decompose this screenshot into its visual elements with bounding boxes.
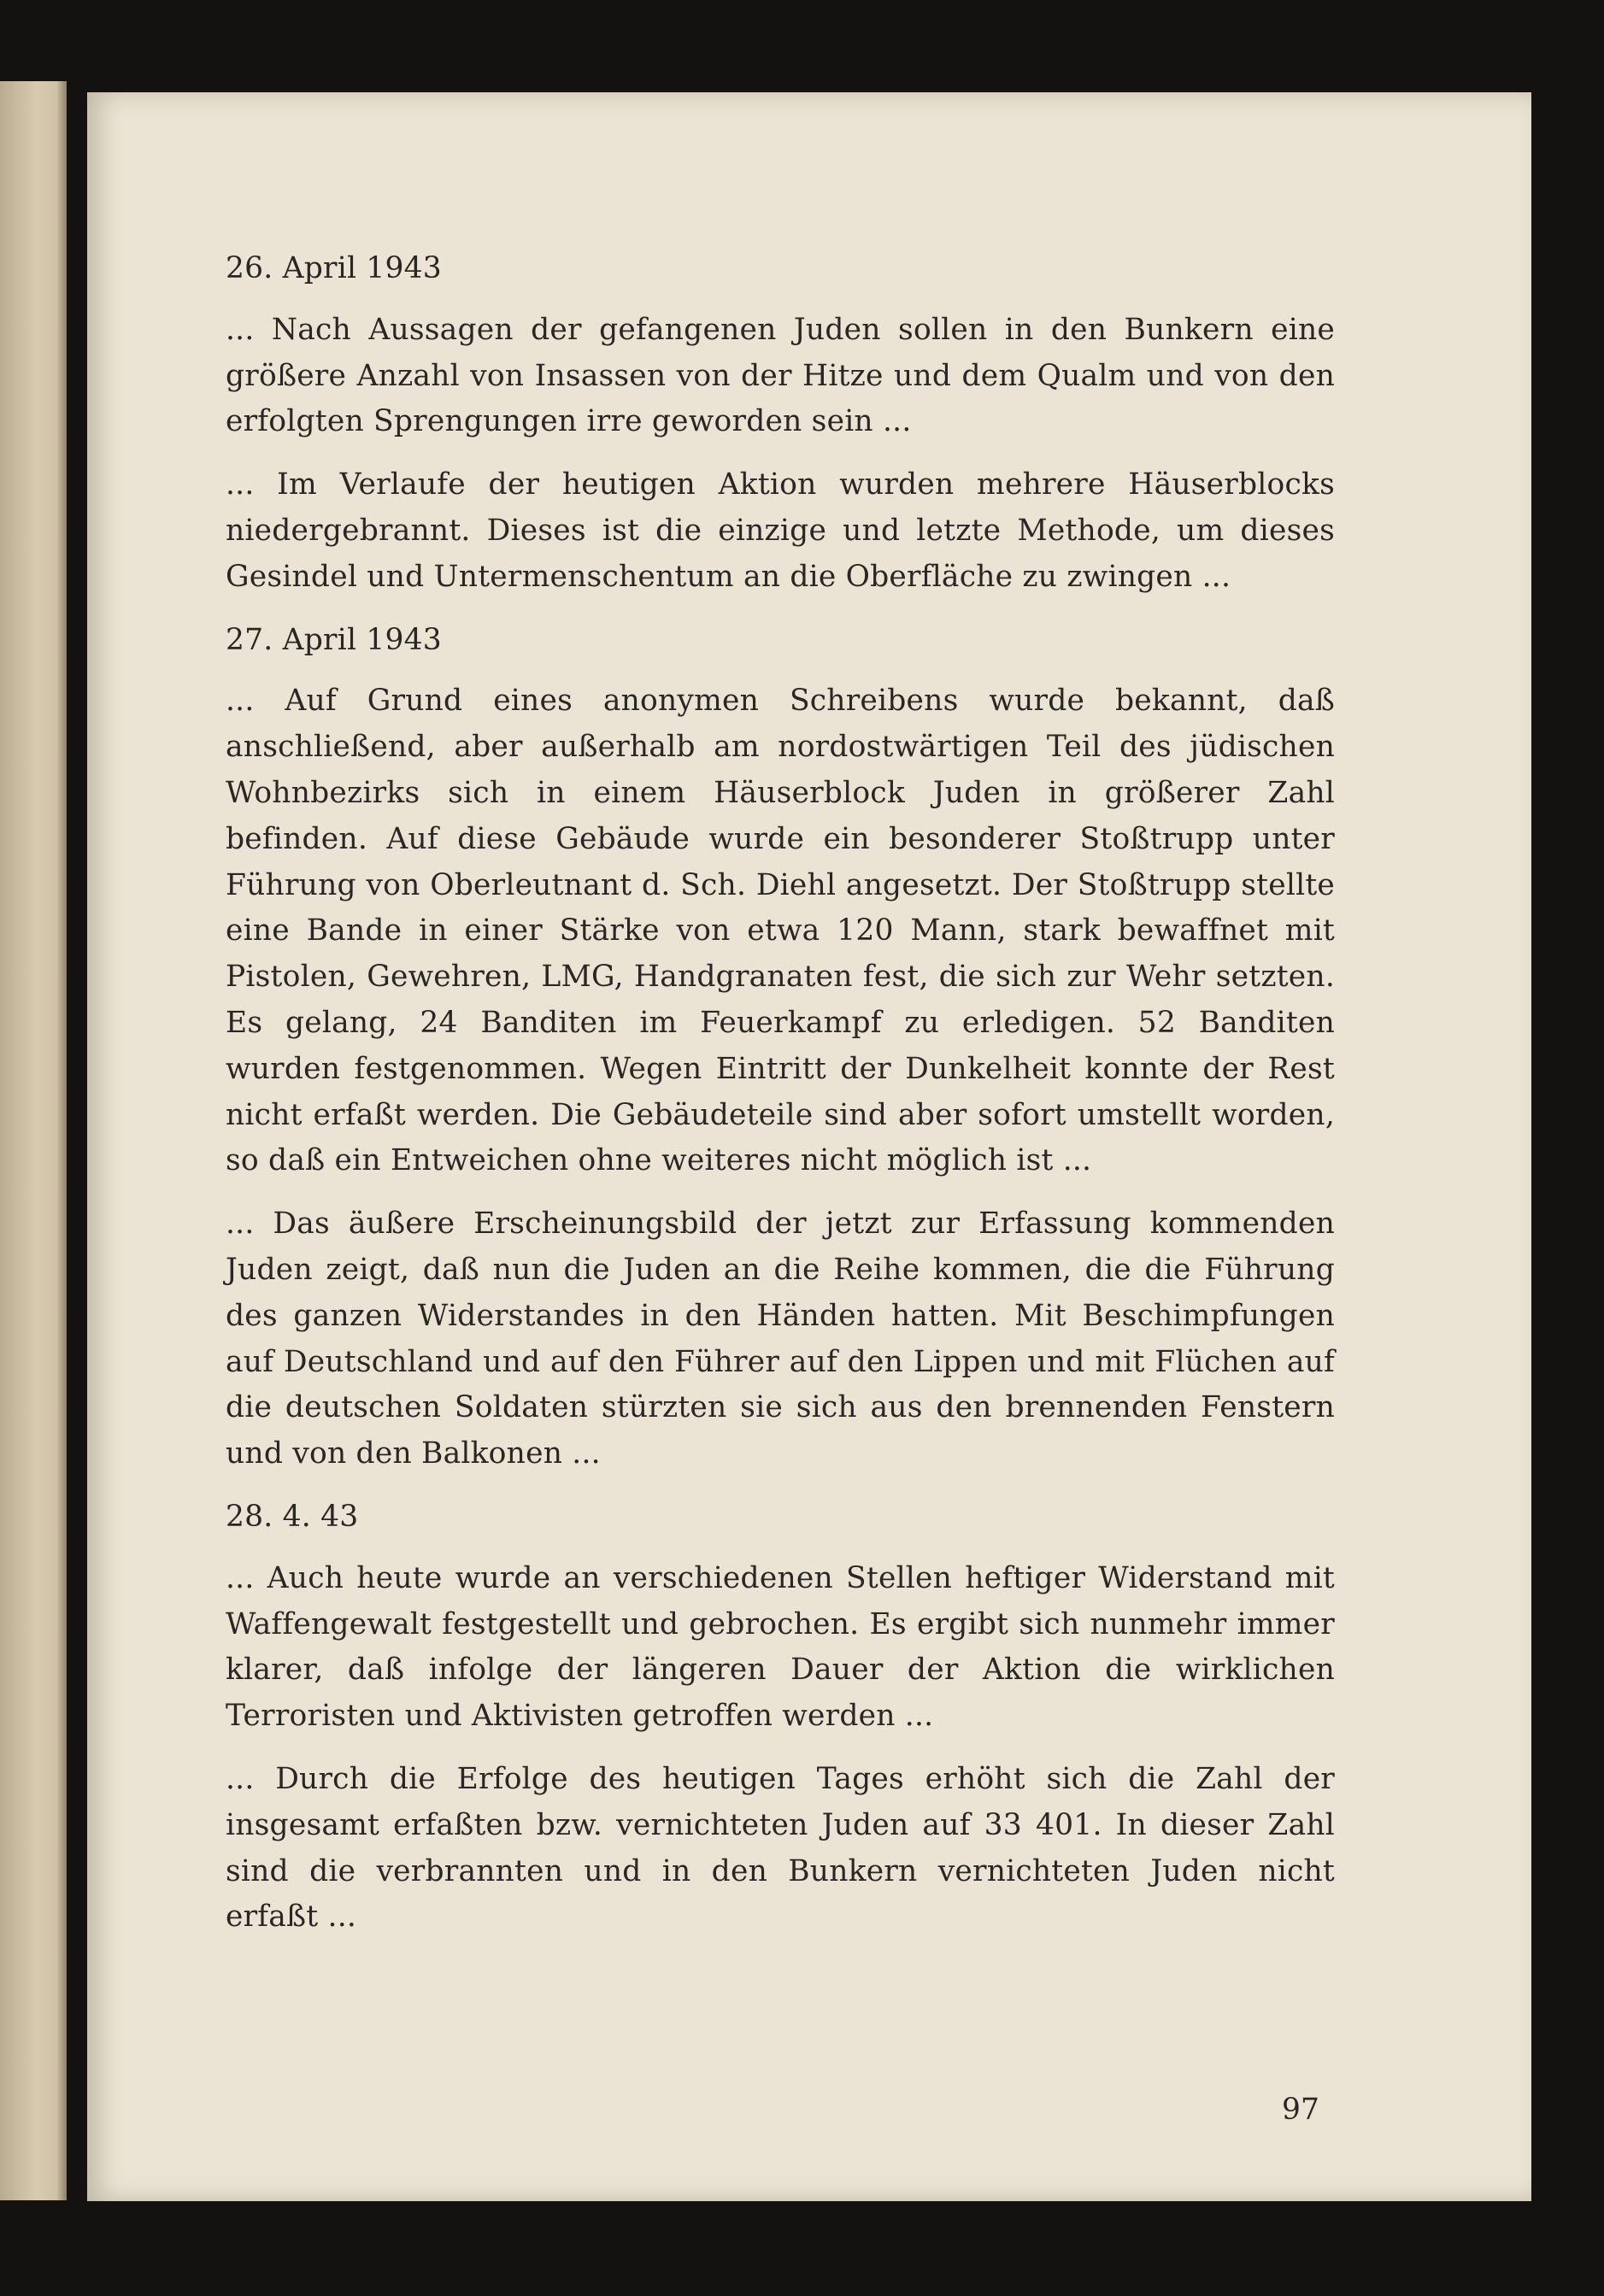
entry-26-april [226,246,1335,601]
entry-28-april [226,1494,1335,1941]
entry-paragraph: ... Auf Grund eines anonymen Schreibens wurde bekannt, daß anschließend, aber außerhalb am nordostwärtigen Teil des jüdischen Wohnbezirks sich in einem Häuserblock Juden in größerer Zahl befinden. Auf diese Gebäude wurde ein besonderer Stoßtrupp unter Führung von Oberleutnant d. Sch. Diehl angesetzt. Der Stoßtrupp stellte eine Bande in einer Stärke von etwa 120 Mann, stark bewaffnet mit Pistolen, Gewehren, LMG, Handgranaten fest, die sich zur Wehr setzten. Es gelang, 24 Banditen im Feuerkampf zu erledigen. 52 Banditen wurden festgenommen. Wegen Eintritt der Dunkelheit konnte der Rest nicht erfaßt werden. Die Gebäudeteile sind aber sofort umstellt worden, so daß ein Entweichen ohne weiteres nicht möglich ist ... [226,684,1335,1178]
entry-date: 28. 4. 43 [226,1499,359,1534]
entry-paragraph: ... Das äußere Erscheinungsbild der jetzt zur Erfassung kommenden Juden zeigt, daß nun die Juden an die Reihe kommen, die die Führung des ganzen Widerstandes in den Händen hatten. Mit Beschimpfungen auf Deutschland und auf den Führer auf den Lippen und mit Flüchen auf die deutschen Soldaten stürzten sie sich aus den brennenden Fenstern und von den Balkonen ... [226,1207,1335,1471]
book-page [87,92,1531,2201]
entry-date: 27. April 1943 [226,622,442,657]
left-page-edge [0,81,67,2200]
page-number: 97 [1282,2093,1319,2127]
entry-paragraph: ... Auch heute wurde an verschiedenen Stellen heftiger Widerstand mit Waffengewalt festgestellt und gebrochen. Es ergibt sich nunmehr immer klarer, daß infolge der längeren Dauer der Aktion die wirklichen Terroristen und Aktivisten getroffen werden ... [226,1560,1335,1734]
page-body [226,246,1335,1958]
entry-paragraph: ... Durch die Erfolge des heutigen Tages erhöht sich die Zahl der insgesamt erfaßten bzw. vernichteten Juden auf 33 401. In dieser Zahl sind die verbrannten und in den Bunkern vernichteten Juden nicht erfaßt ... [226,1761,1335,1935]
entry-paragraph: ... Im Verlaufe der heutigen Aktion wurden mehrere Häuserblocks niedergebrannt. Dieses ist die einzige und letzte Methode, um dieses Gesindel und Untermenschentum an die Oberfläche zu zwingen ... [226,467,1335,594]
entry-27-april [226,618,1335,1477]
entry-date: 26. April 1943 [226,251,442,285]
entry-paragraph: ... Nach Aussagen der gefangenen Juden sollen in den Bunkern eine größere Anzahl von Insassen von der Hitze und dem Qualm und von den erfolgten Sprengungen irre geworden sein ... [226,312,1335,439]
